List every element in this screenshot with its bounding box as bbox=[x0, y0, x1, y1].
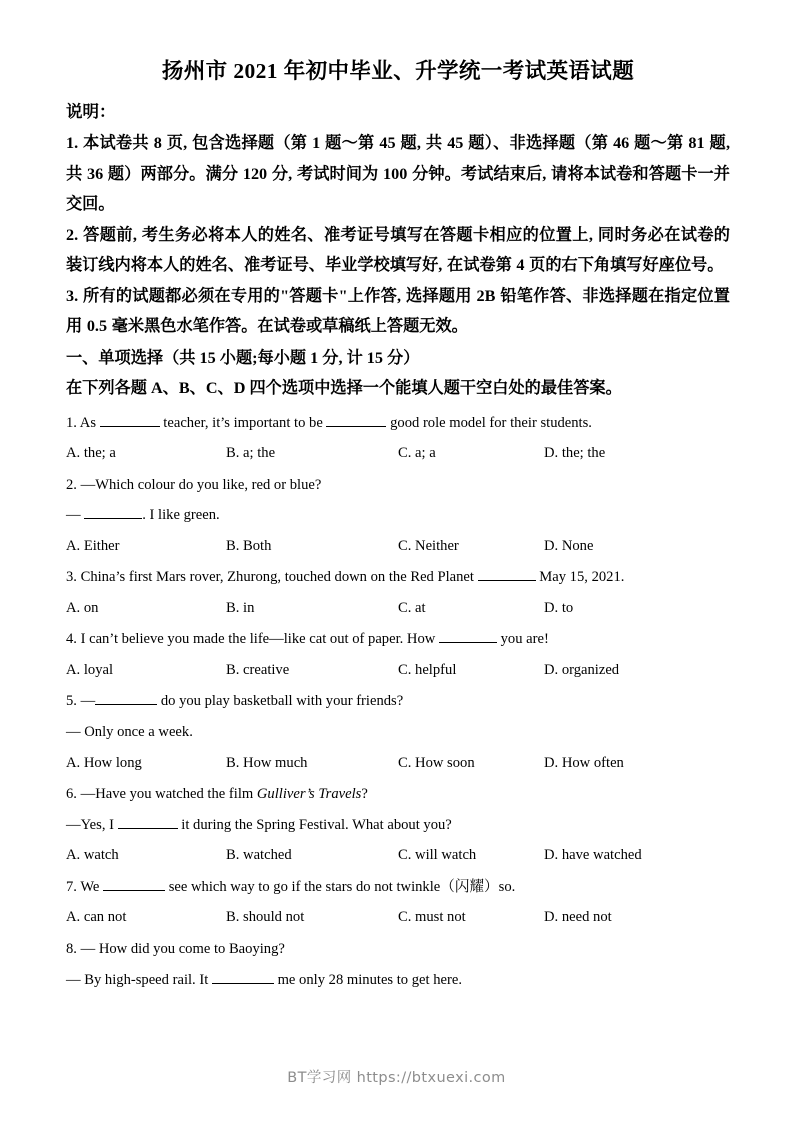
stem-text: do you play basketball with your friends? bbox=[157, 693, 404, 710]
option-row bbox=[66, 840, 730, 872]
stem-text: you are! bbox=[496, 631, 549, 648]
stem-text: good role model for their students. bbox=[386, 414, 592, 431]
answer-option[interactable]: D. How often bbox=[544, 754, 624, 771]
answer-blank bbox=[118, 816, 178, 829]
stem-title-text: Gulliver’s Travels bbox=[256, 786, 362, 803]
answer-option[interactable]: B. a; the bbox=[226, 445, 276, 462]
question-block bbox=[66, 470, 730, 563]
question-stem bbox=[66, 934, 730, 965]
stem-text: . I like green. bbox=[142, 507, 220, 524]
answer-option[interactable]: B. watched bbox=[226, 847, 292, 864]
answer-option[interactable]: C. Neither bbox=[398, 537, 459, 554]
stem-text: it during the Spring Festival. What about you? bbox=[177, 816, 452, 833]
instruction-item: 3. 所有的试题都必须在专用的"答题卡"上作答, 选择题用 2B 铅笔作答、非选择题在指定位置用 0.5 毫米黑色水笔作答。在试卷或草稿纸上答题无效。 bbox=[66, 286, 730, 335]
stem-text: — bbox=[66, 507, 85, 524]
stem-text: 2. —Which colour do you like, red or blue? bbox=[66, 476, 322, 493]
answer-blank bbox=[326, 414, 386, 427]
stem-text: 6. —Have you watched the film bbox=[66, 786, 257, 803]
question-stem-line2 bbox=[66, 717, 730, 748]
section-heading: 一、单项选择（共 15 小题;每小题 1 分, 计 15 分） bbox=[66, 348, 420, 367]
stem-text: — By high-speed rail. It bbox=[66, 971, 212, 988]
question-list bbox=[66, 408, 730, 996]
question-stem-line2 bbox=[66, 965, 730, 996]
answer-option[interactable]: D. organized bbox=[544, 661, 620, 678]
stem-text: 3. China’s first Mars rover, Zhurong, touched down on the Red Planet bbox=[66, 569, 478, 586]
answer-option[interactable]: D. None bbox=[544, 537, 594, 554]
answer-option[interactable]: D. have watched bbox=[544, 847, 642, 864]
answer-option[interactable]: A. How long bbox=[66, 754, 142, 771]
question-stem-line2 bbox=[66, 500, 730, 531]
site-watermark: BT学习网 https://btxuexi.com bbox=[287, 1070, 506, 1086]
answer-blank bbox=[100, 414, 160, 427]
page-title: 扬州市 2021 年初中毕业、升学统一考试英语试题 bbox=[161, 59, 635, 83]
answer-option[interactable]: C. will watch bbox=[398, 847, 477, 864]
answer-blank bbox=[103, 878, 165, 891]
stem-text: 8. — How did you come to Baoying? bbox=[66, 940, 285, 957]
option-row bbox=[66, 902, 730, 934]
instructions-list bbox=[66, 128, 730, 342]
stem-text: me only 28 minutes to get here. bbox=[273, 971, 462, 988]
question-stem bbox=[66, 779, 730, 810]
stem-text: 4. I can’t believe you made the life—like cat out of paper. How bbox=[66, 631, 439, 648]
instruction-item: 2. 答题前, 考生务必将本人的姓名、准考证号填写在答题卡相应的位置上, 同时务必在试卷的装订线内将本人的姓名、准考证号、毕业学校填写好, 在试卷第 4 页的右下角填写好座位号。 bbox=[66, 225, 730, 274]
answer-option[interactable]: A. watch bbox=[66, 847, 119, 864]
answer-option[interactable]: A. on bbox=[66, 599, 99, 616]
answer-option[interactable]: C. a; a bbox=[398, 445, 436, 462]
question-block bbox=[66, 408, 730, 470]
answer-option[interactable]: D. to bbox=[544, 599, 574, 616]
stem-text: —Yes, I bbox=[66, 816, 118, 833]
answer-option[interactable]: D. need not bbox=[544, 909, 612, 926]
question-block bbox=[66, 872, 730, 934]
answer-blank bbox=[84, 506, 142, 519]
question-block bbox=[66, 562, 730, 624]
answer-blank bbox=[478, 568, 536, 581]
answer-option[interactable]: B. creative bbox=[226, 661, 290, 678]
answer-option[interactable]: A. loyal bbox=[66, 661, 114, 678]
question-stem bbox=[66, 470, 730, 501]
question-stem bbox=[66, 408, 730, 439]
answer-option[interactable]: B. in bbox=[226, 599, 255, 616]
question-block bbox=[66, 934, 730, 995]
answer-option[interactable]: B. Both bbox=[226, 537, 272, 554]
stem-text: May 15, 2021. bbox=[535, 569, 625, 586]
answer-option[interactable]: A. Either bbox=[66, 537, 120, 554]
option-row bbox=[66, 655, 730, 687]
stem-text: ? bbox=[361, 786, 368, 803]
option-row bbox=[66, 593, 730, 625]
stem-text: — Only once a week. bbox=[66, 724, 193, 741]
stem-text: 7. We bbox=[66, 878, 104, 895]
question-stem bbox=[66, 562, 730, 593]
question-stem-line2 bbox=[66, 810, 730, 841]
answer-option[interactable]: C. helpful bbox=[398, 661, 457, 678]
instruction-item: 1. 本试卷共 8 页, 包含选择题（第 1 题～第 45 题, 共 45 题）、非选择题（第 46 题～第 81 题, 共 36 题）两部分。满分 120 分, 考试时间为 100 分钟。考试结束后, 请将本试卷和答题卡一并交回。 bbox=[66, 134, 730, 213]
answer-option[interactable]: B. How much bbox=[226, 754, 308, 771]
stem-text: 5. — bbox=[66, 693, 96, 710]
option-row bbox=[66, 531, 730, 563]
option-row bbox=[66, 438, 730, 470]
answer-blank bbox=[95, 693, 157, 706]
answer-option[interactable]: A. can not bbox=[66, 909, 127, 926]
answer-option[interactable]: C. must not bbox=[398, 909, 466, 926]
question-stem bbox=[66, 686, 730, 717]
stem-text: teacher, it’s important to be bbox=[159, 414, 327, 431]
stem-text: 1. As bbox=[66, 414, 100, 431]
question-block bbox=[66, 686, 730, 779]
option-row bbox=[66, 748, 730, 780]
answer-option[interactable]: C. at bbox=[398, 599, 426, 616]
answer-option[interactable]: C. How soon bbox=[398, 754, 475, 771]
question-stem bbox=[66, 872, 730, 903]
document-content bbox=[66, 56, 730, 995]
section-instruction: 在下列各题 A、B、C、D 四个选项中选择一个能填人题干空白处的最佳答案。 bbox=[66, 378, 622, 397]
question-block bbox=[66, 779, 730, 872]
answer-option[interactable]: B. should not bbox=[226, 909, 305, 926]
stem-text: see which way to go if the stars do not twinkle（闪耀）so. bbox=[165, 878, 516, 895]
instructions-label: 说明： bbox=[66, 102, 116, 121]
answer-blank bbox=[212, 971, 274, 984]
answer-option[interactable]: A. the; a bbox=[66, 445, 116, 462]
answer-option[interactable]: D. the; the bbox=[544, 445, 606, 462]
question-stem bbox=[66, 624, 730, 655]
answer-blank bbox=[439, 630, 497, 643]
question-block bbox=[66, 624, 730, 686]
